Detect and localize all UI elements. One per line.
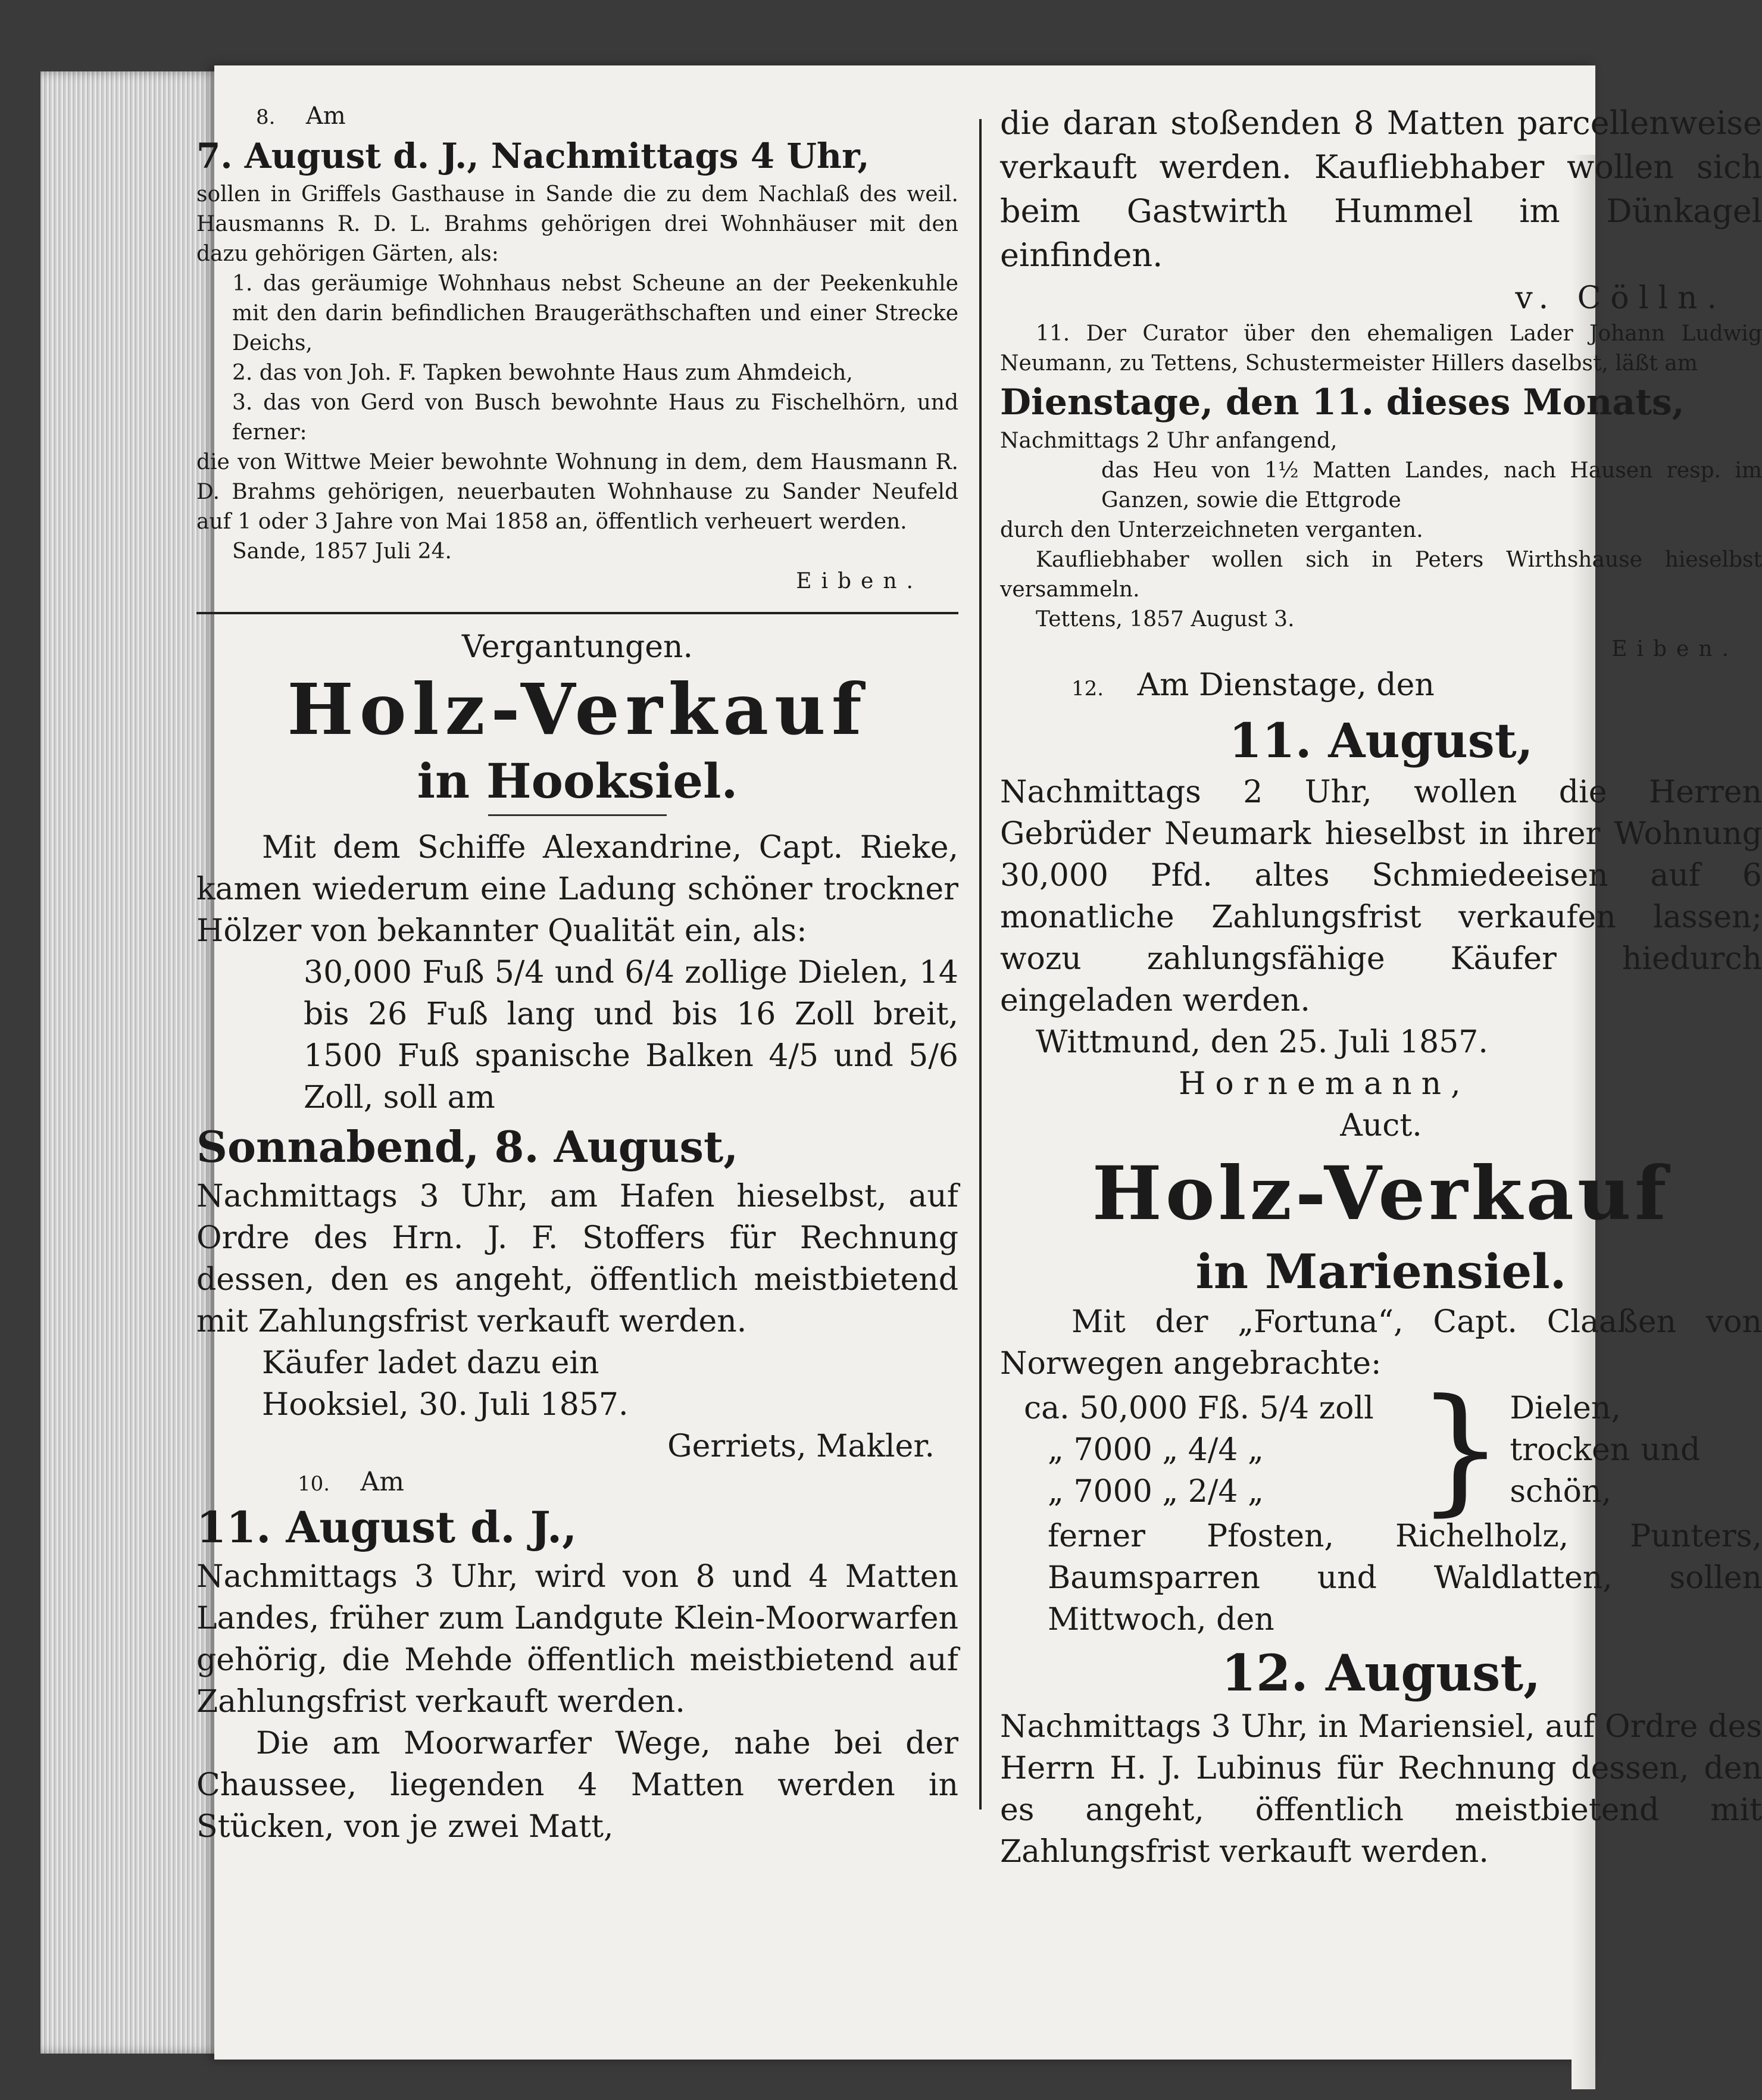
ad-place-date: Tettens, 1857 August 3. (1036, 607, 1295, 632)
dimension-row: ca. 50,000 Fß. 5/4 zoll (1024, 1390, 1374, 1426)
ad-signature-title: Auct. (1340, 1108, 1422, 1143)
ad-signature: Eiben. (1611, 637, 1738, 661)
ad-body: ferner Pfosten, Richelholz, Punters, Baumsparren und Waldlatten, sollen Mittwoch, den (1048, 1518, 1762, 1638)
ad-body: Nachmittags 3 Uhr, am Hafen hieselbst, auf Ordre des Hrn. J. F. Stoffers für Rechnung dessen, den es angeht, öffentlich meistbietend mit Zahlungsfrist verkauft werden. (196, 1179, 958, 1339)
ad-date-heading: Dienstage, den 11. dieses Monats, (1000, 382, 1685, 423)
left-column (196, 101, 958, 1848)
ad-place-date: Wittmund, den 25. Juli 1857. (1036, 1024, 1488, 1060)
ad-subtitle: in Hooksiel. (417, 753, 738, 809)
ad-place-date: Hooksiel, 30. Juli 1857. (262, 1387, 629, 1423)
ad-number: 10. (298, 1472, 330, 1496)
ad-goods-list: 30,000 Fuß 5/4 und 6/4 zollige Dielen, 14 bis 26 Fuß lang und bis 16 Zoll breit, 1500 Fuß spanische Balken 4/5 und 5/6 Zoll, soll am (304, 955, 958, 1115)
ad-list-item: 3. das von Gerd von Busch bewohnte Haus zu Fischelhörn, und ferner: (232, 390, 958, 445)
ad-body: Nachmittags 3 Uhr, wird von 8 und 4 Matten Landes, früher zum Landgute Klein-Moorwarfen gehörig, die Mehde öffentlich meistbietend auf Zahlungsfrist verkauft werden. (196, 1559, 958, 1720)
ad-subtitle: in Mariensiel. (1195, 1243, 1567, 1299)
ad-title: Holz-Verkauf (1092, 1151, 1670, 1237)
ad-body: durch den Unterzeichneten verganten. (1000, 518, 1423, 542)
ad-body: Kaufliebhaber wollen sich in Peters Wirthshause hieselbst versammeln. (1000, 548, 1762, 602)
dimension-row: „ 7000 „ 4/4 „ (1048, 1432, 1264, 1468)
ad-body: 11. Der Curator über den ehemaligen Lader Johann Ludwig Neumann, zu Tettens, Schustermeister Hillers daselbst, läßt am (1000, 321, 1762, 376)
ad-body: Mit der „Fortuna“, Capt. Claaßen von Norwegen angebrachte: (1000, 1304, 1762, 1382)
brace-symbol: } (1417, 1370, 1504, 1529)
ad-body: Nachmittags 2 Uhr anfangend, (1000, 429, 1338, 453)
ad-body: Nachmittags 3 Uhr, in Mariensiel, auf Ordre des Herrn H. J. Lubinus für Rechnung dessen, den es angeht, öffentlich meistbietend mit Zahlungsfrist verkauft werden. (1000, 1709, 1762, 1870)
ad-number: 8. (256, 105, 276, 129)
goods-description: Dielen, trocken und schön, (1510, 1390, 1701, 1510)
ad-signature: Gerriets, Makler. (667, 1429, 935, 1464)
ad-date-heading: Sonnabend, 8. August, (196, 1121, 739, 1172)
ad-number: 12. (1071, 677, 1104, 701)
ad-body: Nachmittags 2 Uhr, wollen die Herren Gebrüder Neumark hieselbst in ihrer Wohnung 30,000 Pfd. altes Schmiedeeisen auf 6 monatliche Zahlungsfrist verkaufen lassen; wozu zahlungsfähige Käufer hiedurch eingeladen werden. (1000, 774, 1762, 1018)
right-column (1000, 101, 1762, 1873)
ad-list-item: 2. das von Joh. F. Tapken bewohnte Haus zum Ahmdeich, (232, 361, 853, 385)
book-page-edges (40, 71, 219, 2054)
title-rule (488, 814, 667, 816)
ad-body: das Heu von 1½ Matten Landes, nach Hausen resp. im Ganzen, sowie die Ettgrode (1101, 458, 1762, 512)
ad-date-heading: 11. August d. J., (196, 1502, 577, 1552)
ad-invitation: Käufer ladet dazu ein (262, 1345, 599, 1381)
column-divider (979, 119, 982, 1810)
ad-intro: Am Dienstage, den (1137, 667, 1435, 703)
ad-date-heading: 12. August, (1221, 1643, 1541, 1702)
dimension-row: „ 7000 „ 2/4 „ (1048, 1474, 1264, 1510)
ad-signature: Eiben. (796, 569, 923, 593)
ad-intro: Am (360, 1467, 405, 1497)
ad-date-heading: 11. August, (1229, 712, 1533, 768)
ad-body: sollen in Griffels Gasthause in Sande die zu dem Nachlaß des weil. Hausmanns R. D. L. Brahms gehörigen drei Wohnhäuser mit den dazu gehörigen Gärten, als: (196, 182, 958, 266)
section-rule (196, 612, 958, 614)
goods-dimension-table (1000, 1370, 1762, 1529)
section-heading: Vergantungen. (461, 629, 693, 665)
ad-signature: Hornemann, (1179, 1066, 1470, 1102)
ad-list-item: 1. das geräumige Wohnhaus nebst Scheune an der Peekenkuhle mit den darin befindlichen Braugeräthschaften und einer Strecke Deichs, (232, 271, 958, 355)
ad-body: Mit dem Schiffe Alexandrine, Capt. Rieke, kamen wiederum eine Ladung schöner trockner Hölzer von bekannter Qualität ein, als: (196, 830, 958, 949)
ad-intro: Am (305, 102, 346, 130)
ad-title: Holz-Verkauf (287, 668, 868, 751)
ad-body: die von Wittwe Meier bewohnte Wohnung in dem, dem Hausmann R. D. Brahms gehörigen, neuerbauten Wohnhause zu Sander Neufeld auf 1 oder 3 Jahre von Mai 1858 an, öffentlich verheuert werden. (196, 450, 958, 534)
ad-place-date: Sande, 1857 Juli 24. (232, 539, 452, 564)
ad-signature: v. Cölln. (1515, 280, 1726, 316)
newspaper-page (196, 65, 1762, 2060)
ad-body: die daran stoßenden 8 Matten parcellenweise verkauft werden. Kaufliebhaber wollen sich beim Gastwirth Hummel im Dünkagel einfinden. (1000, 104, 1762, 274)
ad-body: Die am Moorwarfer Wege, nahe bei der Chaussee, liegenden 4 Matten werden in Stücken, von je zwei Matt, (196, 1726, 958, 1845)
ad-date-heading: 7. August d. J., Nachmittags 4 Uhr, (196, 136, 870, 176)
